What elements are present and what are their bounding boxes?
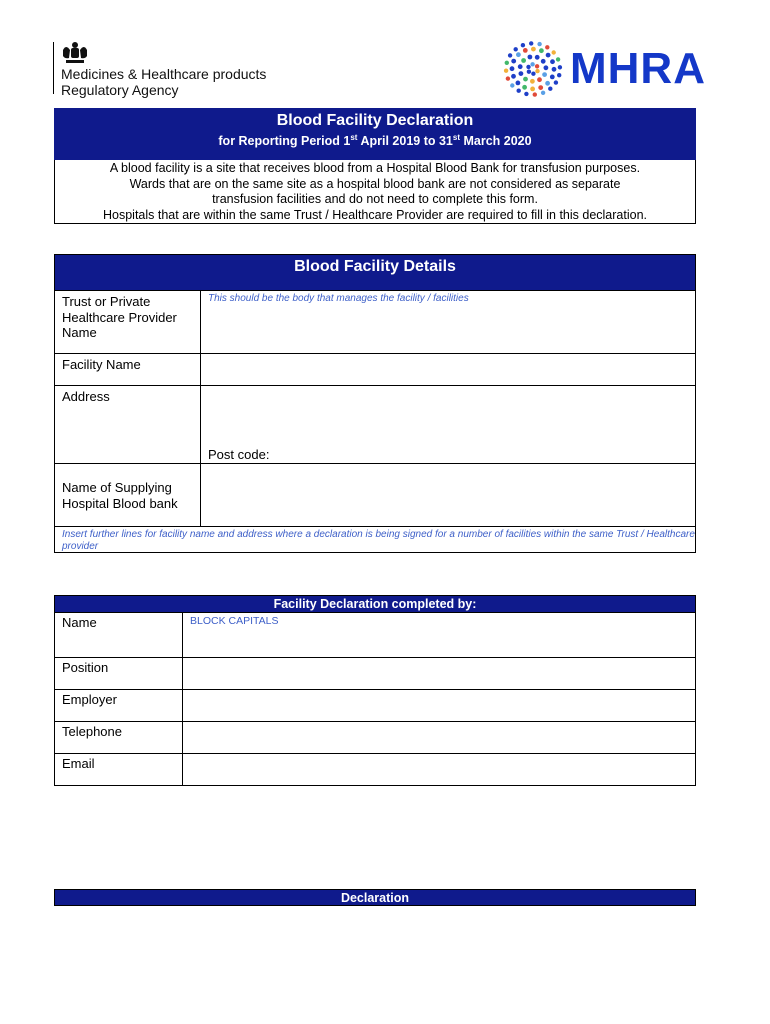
postcode-label: Post code: bbox=[208, 447, 270, 462]
supplier-field[interactable] bbox=[201, 464, 695, 526]
facility-name-row bbox=[55, 353, 695, 385]
mhra-brand: MHRA bbox=[570, 44, 706, 93]
logo-dot bbox=[517, 89, 521, 93]
logo-dot bbox=[538, 85, 543, 90]
logo-dot bbox=[511, 74, 516, 79]
logo-dot bbox=[550, 75, 555, 80]
logo-dot bbox=[530, 62, 534, 66]
address-field[interactable] bbox=[201, 386, 695, 463]
intro-line-2: Wards that are on the same site as a hospital blood bank are not considered as separate bbox=[129, 176, 621, 191]
logo-dot bbox=[550, 59, 555, 64]
telephone-label: Telephone bbox=[55, 722, 183, 753]
mhra-dots-logo bbox=[500, 40, 566, 98]
logo-dot bbox=[523, 77, 528, 82]
completed-by-table bbox=[54, 595, 696, 786]
name-hint: BLOCK CAPITALS bbox=[190, 615, 279, 627]
logo-dot bbox=[541, 59, 546, 64]
name-row bbox=[55, 612, 695, 657]
logo-dot bbox=[546, 53, 551, 58]
period-prefix: for Reporting Period 1 bbox=[218, 134, 351, 149]
logo-dot bbox=[523, 48, 528, 53]
facility-name-label: Facility Name bbox=[55, 354, 201, 385]
intro-line-1: A blood facility is a site that receives blood from a Hospital Blood Bank for transfusion purposes. bbox=[109, 161, 641, 175]
trust-field[interactable] bbox=[201, 291, 695, 353]
logo-dot bbox=[539, 48, 544, 53]
logo-dot bbox=[530, 79, 535, 84]
trust-row bbox=[55, 290, 695, 353]
logo-dot bbox=[531, 47, 536, 52]
logo-dot bbox=[521, 58, 526, 63]
logo-dot bbox=[510, 66, 515, 71]
period-sup-1: st bbox=[350, 133, 358, 142]
supplier-row bbox=[55, 463, 695, 526]
logo-dot bbox=[535, 55, 540, 60]
logo-dot bbox=[541, 91, 545, 95]
declaration-heading: Declaration bbox=[54, 889, 696, 906]
logo-dot bbox=[510, 83, 514, 87]
logo-dot bbox=[535, 64, 539, 68]
intro-line-3: transfusion facilities and do not need to complete this form. bbox=[212, 192, 538, 206]
logo-dot bbox=[557, 73, 561, 77]
logo-dot bbox=[537, 42, 541, 46]
logo-dot bbox=[522, 85, 527, 90]
logo-dot bbox=[516, 81, 521, 86]
logo-dot bbox=[521, 43, 525, 47]
logo-dot bbox=[511, 59, 516, 64]
period-suffix: March 2020 bbox=[460, 134, 532, 149]
telephone-field[interactable] bbox=[183, 722, 695, 753]
logo-dot bbox=[558, 65, 562, 69]
employer-row bbox=[55, 689, 695, 721]
reporting-period bbox=[54, 130, 696, 149]
logo-dot bbox=[508, 53, 512, 57]
logo-dot bbox=[529, 41, 533, 45]
logo-dot bbox=[528, 55, 533, 60]
logo-dot bbox=[552, 50, 556, 54]
logo-dot bbox=[518, 64, 523, 69]
email-label: Email bbox=[55, 754, 183, 785]
agency-line-2: Regulatory Agency bbox=[61, 82, 179, 98]
intro-text bbox=[54, 160, 696, 224]
logo-dot bbox=[514, 47, 518, 51]
logo-dot bbox=[552, 67, 557, 72]
logo-dot bbox=[556, 57, 560, 61]
facility-name-field[interactable] bbox=[201, 354, 695, 385]
trust-label: Trust or Private Healthcare Provider Name bbox=[55, 291, 201, 353]
form-title: Blood Facility Declaration bbox=[276, 112, 474, 129]
royal-crest-icon bbox=[60, 40, 90, 66]
supplier-label: Name of Supplying Hospital Blood bank bbox=[55, 464, 201, 526]
logo-dot bbox=[504, 69, 508, 73]
trust-hint: This should be the body that manages the facility / facilities bbox=[208, 293, 469, 304]
logo-dot bbox=[527, 70, 531, 74]
employer-field[interactable] bbox=[183, 690, 695, 721]
position-label: Position bbox=[55, 658, 183, 689]
form-title-banner bbox=[54, 108, 696, 160]
intro-line-4: Hospitals that are within the same Trust / Healthcare Provider are required to fill in this declaration. bbox=[102, 207, 647, 222]
logo-dot bbox=[548, 87, 552, 91]
logo-dot bbox=[524, 92, 528, 96]
logo-dot bbox=[516, 52, 521, 57]
logo-dot bbox=[506, 76, 510, 80]
position-field[interactable] bbox=[183, 658, 695, 689]
telephone-row bbox=[55, 721, 695, 753]
logo-dot bbox=[530, 87, 535, 92]
blood-facility-details-table bbox=[54, 254, 696, 553]
logo-dot bbox=[554, 80, 558, 84]
details-heading: Blood Facility Details bbox=[55, 255, 695, 290]
name-label: Name bbox=[55, 613, 183, 657]
logo-dot bbox=[545, 81, 550, 86]
address-label: Address bbox=[55, 386, 201, 463]
position-row bbox=[55, 657, 695, 689]
completed-by-heading: Facility Declaration completed by: bbox=[55, 596, 695, 612]
employer-label: Employer bbox=[55, 690, 183, 721]
logo-dot bbox=[542, 72, 547, 77]
agency-line-1: Medicines & Healthcare products bbox=[61, 66, 267, 82]
logo-dot bbox=[526, 65, 530, 69]
period-sup-2: st bbox=[452, 133, 461, 142]
email-field[interactable] bbox=[183, 754, 695, 785]
logo-dot bbox=[531, 72, 535, 76]
email-row bbox=[55, 753, 695, 785]
header-divider bbox=[53, 42, 54, 94]
logo-dot bbox=[519, 71, 524, 76]
period-mid: April 2019 to 31 bbox=[357, 134, 453, 149]
name-field[interactable] bbox=[183, 613, 695, 657]
logo-dot bbox=[545, 45, 549, 49]
logo-dot bbox=[535, 69, 539, 73]
logo-dot bbox=[533, 92, 537, 96]
logo-dot bbox=[505, 61, 509, 65]
logo-dot bbox=[544, 65, 549, 70]
address-row bbox=[55, 385, 695, 463]
details-note: Insert further lines for facility name and address where a declaration is being signed for a number of facilities within the same Trust / Healthcare provider bbox=[55, 526, 695, 552]
logo-dot bbox=[537, 77, 542, 82]
agency-name bbox=[61, 66, 266, 98]
